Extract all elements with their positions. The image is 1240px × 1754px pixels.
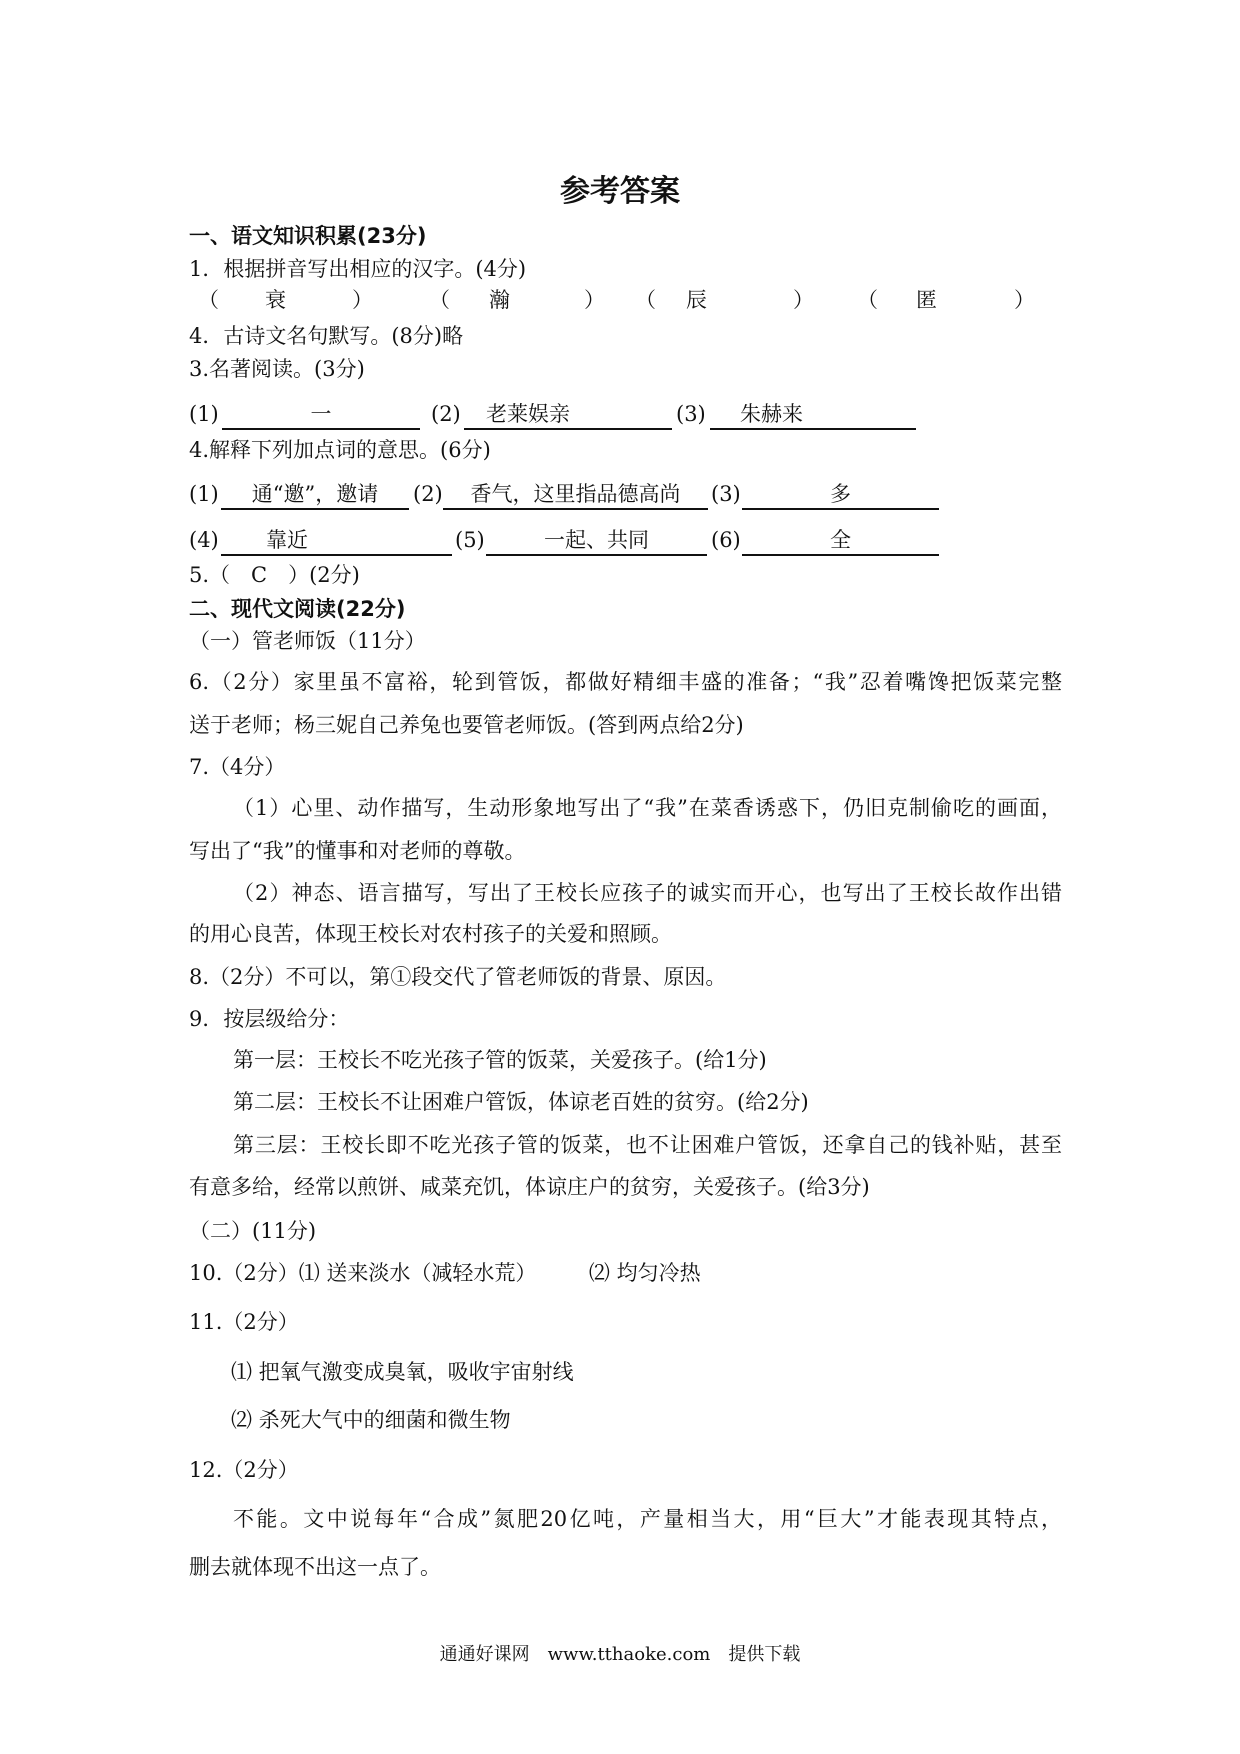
item-number: (1)	[189, 482, 219, 506]
answer-blank: 老莱娱亲	[464, 400, 672, 430]
answer-char: 瀚	[489, 288, 510, 312]
item-number: (4)	[189, 528, 219, 552]
question-3: 3.名著阅读。(3分)	[189, 357, 365, 381]
answer-blank: 香气，这里指品德高尚	[443, 480, 708, 510]
question-7-1: （1）心里、动作描写，生动形象地写出了“我”在菜香诱惑下，仍旧克制偷吃的画面，	[233, 796, 1062, 820]
answer-char: 衰	[265, 288, 286, 312]
paren: ）	[793, 288, 814, 312]
paren: ）	[584, 288, 605, 312]
question-11: 11.（2分）	[189, 1310, 299, 1334]
question-12-answer: 不能。文中说每年“合成”氮肥20亿吨，产量相当大，用“巨大”才能表现其特点，	[233, 1507, 1062, 1531]
question-5: 5.（ C ）(2分)	[189, 563, 360, 587]
question-11-1: ⑴ 把氧气激变成臭氧，吸收宇宙射线	[231, 1360, 574, 1384]
paren: （	[635, 288, 656, 312]
part-1-heading: （一）管老师饭（11分）	[189, 629, 426, 653]
question-9-level-1: 第一层：王校长不吃光孩子管的饭菜，关爱孩子。(给1分)	[233, 1048, 767, 1072]
answer-blank: 靠近	[221, 526, 452, 556]
item-number: (3)	[711, 482, 741, 506]
question-9: 9．按层级给分：	[189, 1007, 350, 1031]
question-7: 7.（4分）	[189, 755, 286, 779]
answer-blank: 一起、共同	[486, 526, 707, 556]
question-10: 10.（2分）⑴ 送来淡水（减轻水荒） ⑵ 均匀冷热	[189, 1261, 701, 1285]
answer-blank: 一	[222, 400, 420, 430]
question-11-2: ⑵ 杀死大气中的细菌和微生物	[231, 1408, 511, 1432]
item-number: (6)	[711, 528, 741, 552]
question-7-1-cont: 写出了“我”的懂事和对老师的尊敬。	[189, 839, 526, 863]
paren: （	[429, 288, 450, 312]
question-8: 8.（2分）不可以，第①段交代了管老师饭的背景、原因。	[189, 965, 727, 989]
item-number: (5)	[455, 528, 485, 552]
section-1-heading: 一、语文知识积累(23分)	[189, 224, 427, 248]
section-2-heading: 二、现代文阅读(22分)	[189, 597, 406, 621]
question-4: 4.解释下列加点词的意思。(6分)	[189, 438, 491, 462]
answer-blank: 多	[742, 480, 939, 510]
answer-blank: 通“邀”，邀请	[221, 480, 409, 510]
footer-source: 通通好课网 www.tthaoke.com 提供下载	[439, 1644, 801, 1665]
paren: （	[198, 288, 219, 312]
paren: ）	[352, 288, 373, 312]
paren: （	[857, 288, 878, 312]
item-number: (2)	[413, 482, 443, 506]
answer-char: 匿	[916, 288, 937, 312]
question-12: 12.（2分）	[189, 1458, 299, 1482]
question-2: 4．古诗文名句默写。(8分)略	[189, 324, 464, 348]
question-12-answer-cont: 删去就体现不出这一点了。	[189, 1555, 441, 1579]
answer-blank: 全	[742, 526, 939, 556]
question-1: 1．根据拼音写出相应的汉字。(4分)	[189, 257, 527, 281]
answer-blank: 朱赫来	[710, 400, 916, 430]
question-7-2-cont: 的用心良苦，体现王校长对农村孩子的关爱和照顾。	[189, 922, 672, 946]
question-6: 6.（2分）家里虽不富裕，轮到管饭，都做好精细丰盛的准备；“我”忍着嘴馋把饭菜完整	[189, 670, 1062, 694]
item-number: (2)	[431, 402, 461, 426]
question-9-level-2: 第二层：王校长不让困难户管饭，体谅老百姓的贫穷。(给2分)	[233, 1090, 809, 1114]
answer-char: 辰	[686, 288, 707, 312]
question-9-level-3-cont: 有意多给，经常以煎饼、咸菜充饥，体谅庄户的贫穷，关爱孩子。(给3分)	[189, 1175, 870, 1199]
question-7-2: （2）神态、语言描写，写出了王校长应孩子的诚实而开心，也写出了王校长故作出错	[233, 881, 1062, 905]
page-title: 参考答案	[560, 174, 680, 209]
paren: ）	[1014, 288, 1035, 312]
part-2-heading: （二）(11分)	[189, 1219, 317, 1243]
question-9-level-3: 第三层：王校长即不吃光孩子管的饭菜，也不让困难户管饭，还拿自己的钱补贴，甚至	[233, 1133, 1062, 1157]
item-number: (1)	[189, 402, 219, 426]
question-6-cont: 送于老师；杨三妮自己养兔也要管老师饭。(答到两点给2分)	[189, 713, 744, 737]
item-number: (3)	[676, 402, 706, 426]
